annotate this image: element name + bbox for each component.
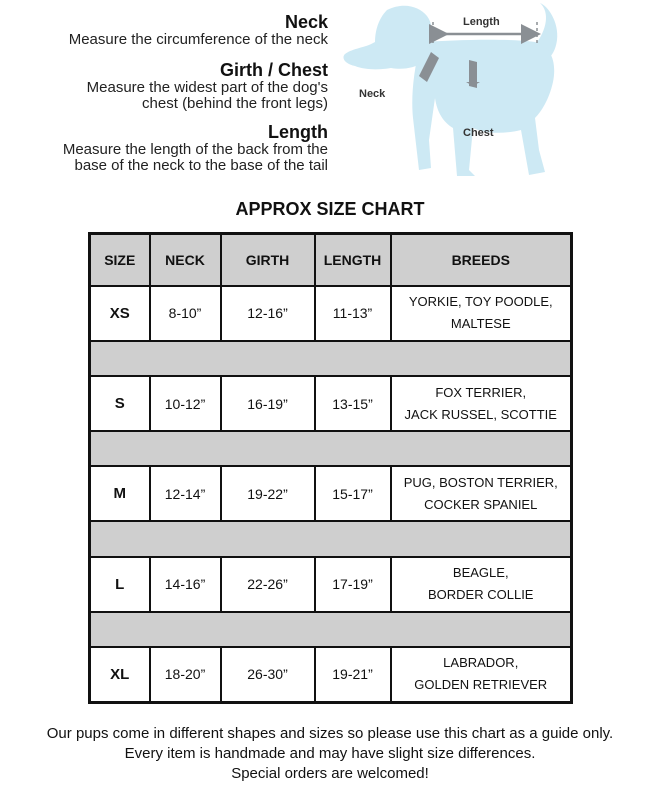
size-cell: S [90, 376, 150, 431]
size-cell: XS [90, 286, 150, 341]
header-length: LENGTH [315, 234, 391, 287]
diagram-neck-label: Neck [359, 88, 386, 100]
size-chart-table [88, 232, 573, 704]
spacer-row [90, 612, 572, 647]
table-row [90, 557, 572, 612]
breeds-cell [391, 286, 572, 341]
length-cell: 15-17” [315, 466, 391, 521]
length-title: Length [268, 122, 328, 142]
header-girth: GIRTH [221, 234, 315, 287]
neck-instruction [69, 12, 328, 48]
girth-title: Girth / Chest [219, 60, 328, 80]
header-size: SIZE [90, 234, 150, 287]
neck-description: Measure the circumference of the neck [68, 31, 328, 48]
diagram-chest-label: Chest [463, 127, 494, 139]
spacer-row [90, 341, 572, 376]
breeds-line: LABRADOR, [443, 655, 519, 671]
footer-note [0, 724, 660, 784]
table-row [90, 286, 572, 341]
table-row [90, 376, 572, 431]
header-neck: NECK [150, 234, 221, 287]
breeds-line: YORKIE, TOY POODLE, [408, 294, 553, 310]
breeds-line: MALTESE [450, 316, 511, 332]
neck-cell: 18-20” [150, 647, 221, 703]
girth-cell: 16-19” [221, 376, 315, 431]
table-header-row [90, 234, 572, 287]
spacer-row [90, 431, 572, 466]
breeds-cell [391, 466, 572, 521]
girth-instruction [87, 60, 328, 112]
size-cell: XL [90, 647, 150, 703]
spacer-row [90, 521, 572, 556]
neck-cell: 14-16” [150, 557, 221, 612]
breeds-cell [391, 376, 572, 431]
diagram-length-label: Length [463, 16, 500, 28]
breeds-line: BORDER COLLIE [428, 587, 534, 603]
footer-line: Special orders are welcomed! [231, 765, 429, 782]
length-cell: 17-19” [315, 557, 391, 612]
breeds-line: COCKER SPANIEL [424, 496, 538, 512]
length-cell: 11-13” [315, 286, 391, 341]
length-description-line1: Measure the length of the back from the [62, 141, 328, 158]
length-cell: 19-21” [315, 647, 391, 703]
length-cell: 13-15” [315, 376, 391, 431]
dog-measurement-diagram [335, 0, 565, 185]
footer-line: Every item is handmade and may have slight size differences. [124, 745, 536, 762]
size-cell: M [90, 466, 150, 521]
breeds-line: GOLDEN RETRIEVER [414, 677, 548, 693]
length-instruction [63, 122, 328, 174]
girth-cell: 22-26” [221, 557, 315, 612]
size-chart-title: APPROX SIZE CHART [235, 199, 425, 219]
length-description-line2: base of the neck to the base of the tail [74, 157, 328, 174]
neck-cell: 10-12” [150, 376, 221, 431]
neck-cell: 12-14” [150, 466, 221, 521]
size-cell: L [90, 557, 150, 612]
neck-cell: 8-10” [150, 286, 221, 341]
header-breeds: BREEDS [391, 234, 572, 287]
girth-description-line2: chest (behind the front legs) [142, 95, 328, 112]
girth-cell: 12-16” [221, 286, 315, 341]
footer-line: Our pups come in different shapes and sizes so please use this chart as a guide only. [46, 725, 614, 742]
girth-description-line1: Measure the widest part of the dog's [86, 79, 328, 96]
breeds-line: BEAGLE, [452, 565, 509, 581]
breeds-line: JACK RUSSEL, SCOTTIE [404, 406, 557, 422]
neck-title: Neck [284, 12, 328, 32]
breeds-line: PUG, BOSTON TERRIER, [403, 474, 558, 490]
girth-cell: 26-30” [221, 647, 315, 703]
breeds-line: FOX TERRIER, [435, 384, 527, 400]
girth-cell: 19-22” [221, 466, 315, 521]
breeds-cell [391, 647, 572, 703]
table-row [90, 647, 572, 703]
table-row [90, 466, 572, 521]
breeds-cell [391, 557, 572, 612]
